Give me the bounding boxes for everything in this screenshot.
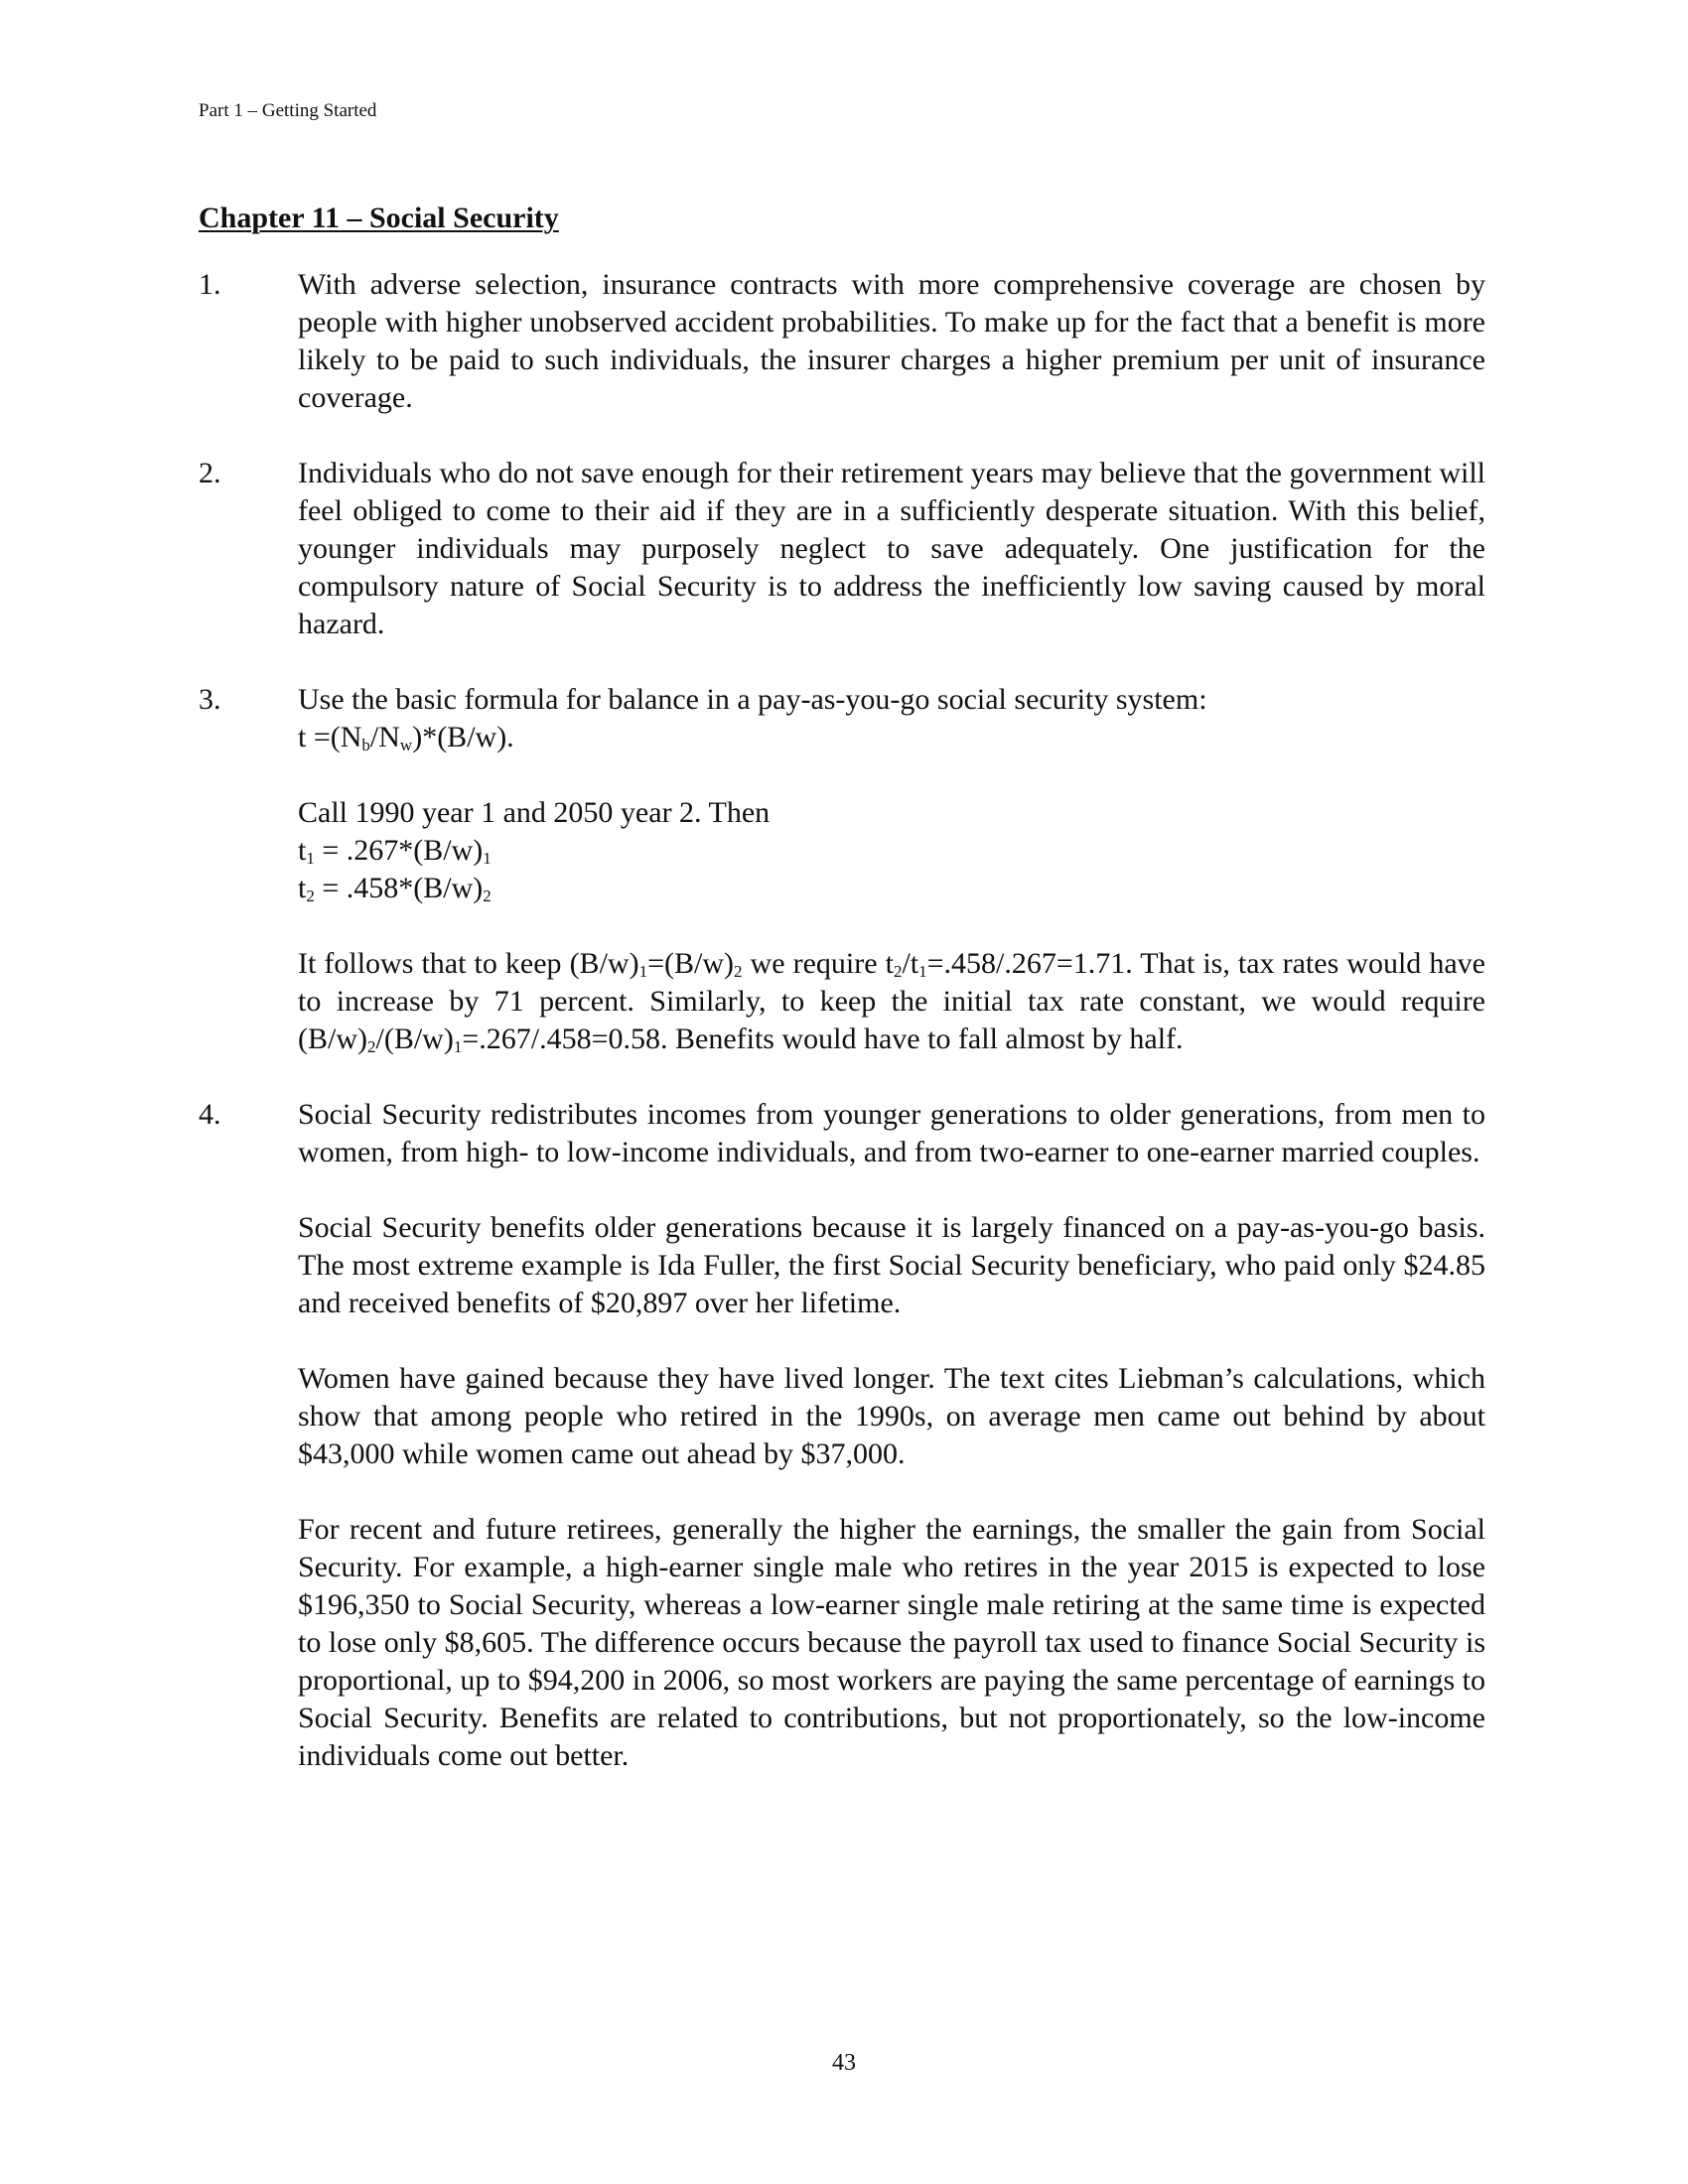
item-number: 3. — [199, 683, 221, 716]
conclusion-paragraph: It follows that to keep $(B/w)_1=(B/w)_2$ we require $t_2/t_1=.458/.267=1.71$. That is, tax rates would have to increase by 71 percent. Similarly, to keep the initial tax rate constant, we would require $(B/w)_2/(B/w)_1=.267/.458=0.58$. Benefits would have to fall almost by half. — [298, 947, 1485, 1056]
paragraph: Social Security benefits older generations because it is largely financed on a pay-as-you-go basis. The most extreme example is Ida Fuller, the first Social Security beneficiary, who paid only $24.85 and received benefits of $20,897 over her lifetime. — [298, 1211, 1485, 1319]
intro-text: Use the basic formula for balance in a pay-as-you-go social security system: — [298, 683, 1207, 716]
balance-formula: $t =(N_b/N_w)*(B/w)$. — [298, 721, 514, 754]
item-number: 4. — [199, 1098, 221, 1131]
page-number: 43 — [832, 2050, 856, 2076]
chapter-title: Chapter 11 – Social Security — [199, 202, 559, 234]
paragraph: For recent and future retirees, generally the higher the earnings, the smaller the gain from Social Security. For example, a high-earner single male who retires in the year 2015 is expected to lose $196,350 to Social Security, whereas a low-earner single male retiring at the same time is expected to lose only $8,605. The difference occurs because the payroll tax used to finance Social Security is proportional, up to $94,200 in 2006, so most workers are paying the same percentage of earnings to Social Security. Benefits are related to contributions, but not proportionately, so the low-income individuals come out better. — [298, 1513, 1485, 1772]
equation-1: $t_1 = .267*(B/w)_1$ — [298, 834, 492, 868]
equations — [298, 794, 1485, 907]
item-body — [298, 681, 1485, 1058]
paragraph: Social Security redistributes incomes from younger generations to older generations, from men to women, from high- to low-income individuals, and from two-earner to one-earner married couples. — [298, 1098, 1485, 1168]
item-body — [298, 1096, 1485, 1775]
item-body — [298, 266, 1485, 417]
running-header: Part 1 – Getting Started — [199, 100, 377, 121]
paragraph: With adverse selection, insurance contracts with more comprehensive coverage are chosen by people with higher unobserved accident probabilities. To make up for the fact that a benefit is more likely to be paid to such individuals, the insurer charges a higher premium per unit of insurance coverage. — [298, 268, 1485, 414]
answer-item-1 — [199, 266, 1485, 417]
formula-intro — [298, 681, 1485, 756]
call-line: Call 1990 year 1 and 2050 year 2. Then — [298, 796, 771, 829]
paragraph: Women have gained because they have lived longer. The text cites Liebman’s calculations, which show that among people who retired in the 1990s, on average men came out behind by about $43,000 while women came out ahead by $37,000. — [298, 1362, 1485, 1470]
item-number: 2. — [199, 457, 221, 489]
answer-item-3 — [199, 681, 1485, 1058]
item-body — [298, 455, 1485, 643]
answer-item-2 — [199, 455, 1485, 643]
answer-item-4 — [199, 1096, 1485, 1775]
paragraph: Individuals who do not save enough for their retirement years may believe that the government will feel obliged to come to their aid if they are in a sufficiently desperate situation. With this belief, younger individuals may purposely neglect to save adequately. One justification for the compulsory nature of Social Security is to address the inefficiently low saving caused by moral hazard. — [298, 457, 1485, 640]
equation-2: $t_2 = .458*(B/w)_2$ — [298, 872, 492, 905]
item-number: 1. — [199, 268, 221, 301]
